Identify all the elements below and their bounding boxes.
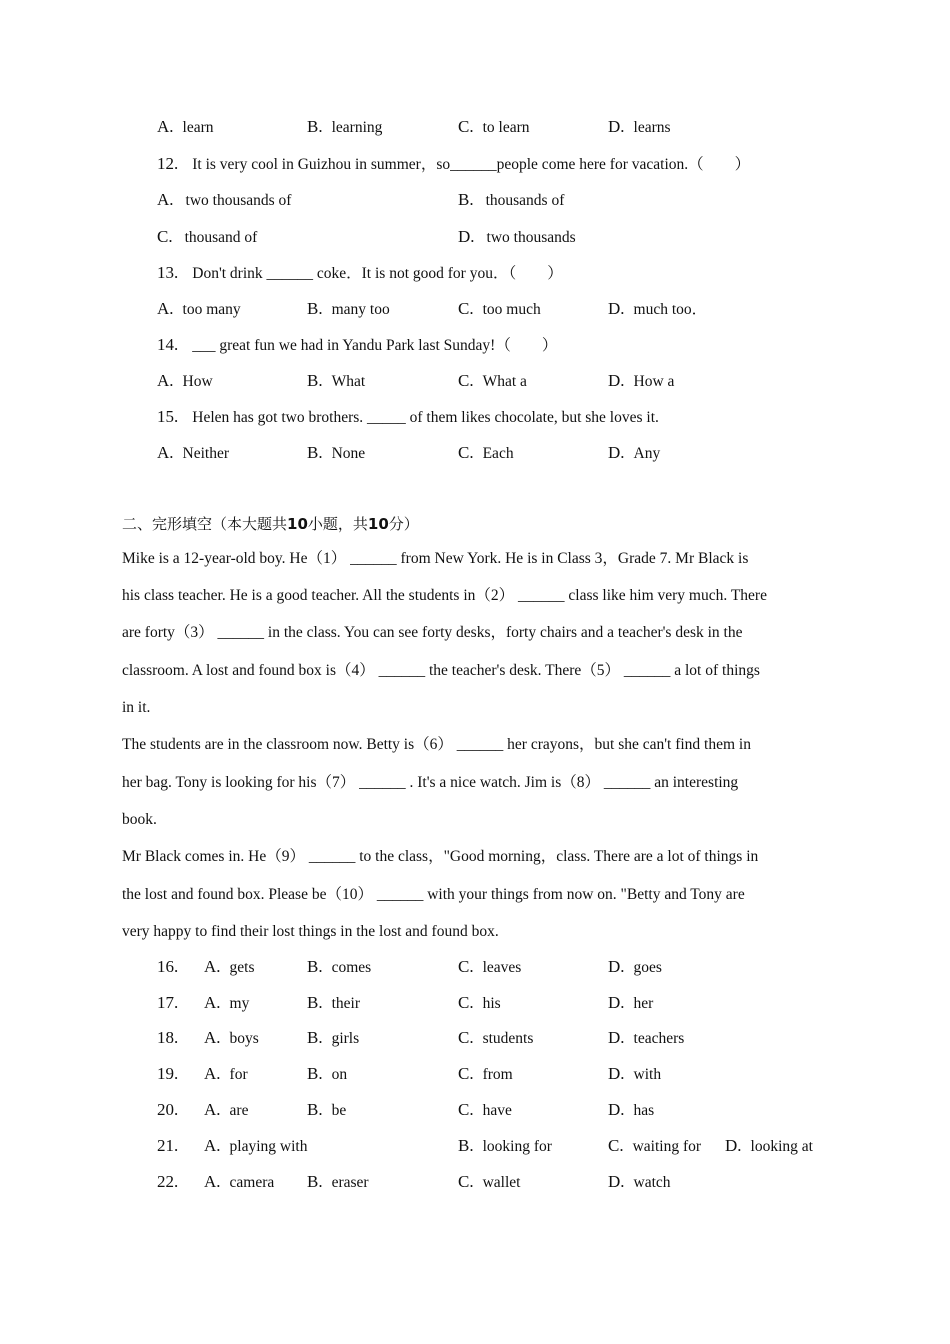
option-c [458,117,530,138]
option-text: Neither [182,445,230,462]
question-14-stem [157,335,557,356]
option-letter: C. [458,993,474,1012]
option-b [307,1172,369,1193]
option-b [458,1136,552,1157]
option-letter: B. [307,117,323,136]
option-letter: D. [608,1172,625,1191]
option-letter: B. [307,299,323,318]
option-letter: A. [157,299,174,318]
option-b [307,299,390,320]
option-letter: B. [307,993,323,1012]
option-letter: A. [204,1172,221,1191]
option-a [204,1136,307,1157]
question-19-number [157,1064,178,1085]
option-d [725,1136,813,1157]
question-text: It is very cool in Guizhou in summer，so______people come here for vacation.（ ） [192,156,751,173]
option-text: playing with [229,1138,308,1155]
passage-line: The students are in the classroom now. Betty is（6） ______ her crayons，but she can't find them in [122,736,751,753]
option-text: How [182,373,213,390]
question-15-stem [157,407,659,428]
option-a [204,1100,248,1121]
section-title-prefix: 二、完形填空（本大题共 [122,515,288,533]
option-text: with [633,1066,662,1083]
option-letter: B. [307,371,323,390]
question-18-number [157,1028,178,1049]
option-d [608,1028,684,1049]
passage-line: very happy to find their lost things in the lost and found box. [122,923,499,940]
question-number: 22. [157,1172,179,1191]
option-letter: B. [458,1136,474,1155]
section-title [122,514,419,534]
option-d [608,957,662,978]
option-letter: B. [307,1100,323,1119]
question-21-number [157,1136,178,1157]
option-b [307,443,365,464]
option-letter: B. [458,190,474,209]
passage-line: his class teacher. He is a good teacher. All the students in（2） ______ class like him very much. There [122,587,767,604]
option-letter: B. [307,443,323,462]
passage-line: book. [122,811,157,828]
option-letter: A. [204,1064,221,1083]
option-a [204,1172,274,1193]
question-number: 15. [157,407,179,426]
option-d [608,1100,654,1121]
option-letter: A. [157,371,174,390]
question-16-number [157,957,178,978]
option-letter: C. [608,1136,624,1155]
option-text: What a [482,373,527,390]
option-text: waiting for [632,1138,702,1155]
option-text: too many [182,301,241,318]
question-number: 21. [157,1136,179,1155]
option-a [204,1028,259,1049]
option-letter: C. [458,1028,474,1047]
question-text: Helen has got two brothers. _____ of them likes chocolate, but she loves it. [192,409,659,426]
option-letter: A. [157,117,174,136]
option-letter: C. [458,1100,474,1119]
option-c [458,299,541,320]
option-letter: A. [204,957,221,976]
option-text: gets [229,959,255,976]
option-letter: C. [458,957,474,976]
option-a [204,993,249,1014]
option-text: learn [182,119,214,136]
option-letter: C. [458,299,474,318]
option-text: two thousands [486,229,576,246]
option-text: goes [633,959,662,976]
option-a [204,1064,248,1085]
option-text: How a [633,373,675,390]
option-letter: D. [458,227,475,246]
option-d [458,227,576,248]
option-text: Any [633,445,661,462]
option-text: What [331,373,366,390]
option-c [157,227,257,248]
question-number: 18. [157,1028,179,1047]
option-text: leaves [482,959,522,976]
option-text: students [482,1030,534,1047]
option-letter: B. [307,957,323,976]
option-text: comes [331,959,372,976]
option-letter: D. [608,443,625,462]
option-text: her [633,995,654,1012]
option-letter: A. [204,993,221,1012]
option-text: boys [229,1030,259,1047]
option-d [608,993,653,1014]
option-letter: C. [157,227,173,246]
passage-line: the lost and found box. Please be（10） ______ with your things from now on. "Betty and Tony are [122,886,745,903]
option-a [157,117,214,138]
option-text: wallet [482,1174,521,1191]
option-text: for [229,1066,248,1083]
option-b [307,993,360,1014]
option-text: their [331,995,360,1012]
option-c [458,1064,513,1085]
question-20-number [157,1100,178,1121]
option-d [608,299,707,320]
option-letter: D. [608,1064,625,1083]
option-text: are [229,1102,249,1119]
option-text: teachers [633,1030,685,1047]
option-a [157,190,291,211]
passage-line: are forty（3） ______ in the class. You can see forty desks，forty chairs and a teacher's desk in the [122,624,743,641]
option-a [157,443,229,464]
option-a [157,299,241,320]
passage-line: classroom. A lost and found box is（4） ______ the teacher's desk. There（5） ______ a lot of things [122,662,760,679]
option-text: girls [331,1030,360,1047]
option-text: has [633,1102,655,1119]
option-letter: D. [608,957,625,976]
option-b [307,957,371,978]
option-letter: B. [307,1028,323,1047]
option-text: watch [633,1174,671,1191]
passage-line: in it. [122,699,151,716]
option-letter: A. [157,190,174,209]
option-text: to learn [482,119,530,136]
option-d [608,1172,671,1193]
option-text: have [482,1102,512,1119]
option-a [157,371,213,392]
question-number: 20. [157,1100,179,1119]
question-number: 19. [157,1064,179,1083]
option-text: much too． [633,301,708,318]
question-number: 12. [157,154,179,173]
option-b [307,1064,347,1085]
option-text: eraser [331,1174,369,1191]
section-title-suffix: 分） [388,515,419,533]
option-text: learning [331,119,383,136]
option-text: camera [229,1174,275,1191]
option-letter: D. [608,1100,625,1119]
question-count: 10 [287,515,308,533]
option-letter: A. [204,1136,221,1155]
option-letter: C. [458,1064,474,1083]
option-b [307,117,382,138]
option-letter: A. [204,1028,221,1047]
option-letter: D. [608,117,625,136]
question-13-stem [157,263,563,284]
option-d [608,117,671,138]
question-number: 13. [157,263,179,282]
option-text: None [331,445,366,462]
option-text: looking for [482,1138,552,1155]
option-text: learns [633,119,671,136]
option-text: thousand of [184,229,258,246]
option-letter: A. [204,1100,221,1119]
option-c [608,1136,701,1157]
option-d [608,1064,661,1085]
question-text: ___ great fun we had in Yandu Park last Sunday!（ ） [192,337,558,354]
question-number: 17. [157,993,179,1012]
option-text: thousands of [485,192,565,209]
question-22-number [157,1172,178,1193]
question-text: Don't drink ______ coke．It is not good for you．（ ） [192,265,563,282]
option-letter: B. [307,1064,323,1083]
option-c [458,957,521,978]
option-letter: C. [458,443,474,462]
option-d [608,371,674,392]
option-c [458,371,527,392]
passage-line: Mike is a 12-year-old boy. He（1） ______ from New York. He is in Class 3，Grade 7. Mr Black is [122,550,749,567]
option-letter: C. [458,371,474,390]
question-17-number [157,993,178,1014]
option-c [458,1172,520,1193]
option-c [458,1100,512,1121]
option-letter: C. [458,117,474,136]
option-text: his [482,995,501,1012]
question-12-stem [157,154,750,175]
question-number: 14. [157,335,179,354]
option-letter: A. [157,443,174,462]
section-title-middle: 小题，共 [307,515,368,533]
option-c [458,443,514,464]
option-text: too much [482,301,541,318]
option-text: two thousands of [185,192,292,209]
option-b [307,1028,359,1049]
option-text: from [482,1066,513,1083]
option-letter: D. [725,1136,742,1155]
option-letter: D. [608,993,625,1012]
passage-line: Mr Black comes in. He（9） ______ to the class，"Good morning，class. There are a lot of things in [122,848,759,865]
option-text: on [331,1066,348,1083]
option-text: many too [331,301,390,318]
option-letter: B. [307,1172,323,1191]
option-letter: C. [458,1172,474,1191]
question-number: 16. [157,957,179,976]
option-text: Each [482,445,514,462]
passage-line: her bag. Tony is looking for his（7） ______ . It's a nice watch. Jim is（8） ______ an interesting [122,774,739,791]
option-text: looking at [750,1138,813,1155]
option-letter: D. [608,299,625,318]
option-text: my [229,995,250,1012]
option-letter: D. [608,371,625,390]
option-text: be [331,1102,347,1119]
option-d [608,443,660,464]
option-c [458,1028,533,1049]
option-b [307,371,365,392]
option-b [307,1100,346,1121]
option-c [458,993,501,1014]
option-letter: D. [608,1028,625,1047]
option-b [458,190,564,211]
total-score: 10 [367,515,389,533]
option-a [204,957,255,978]
